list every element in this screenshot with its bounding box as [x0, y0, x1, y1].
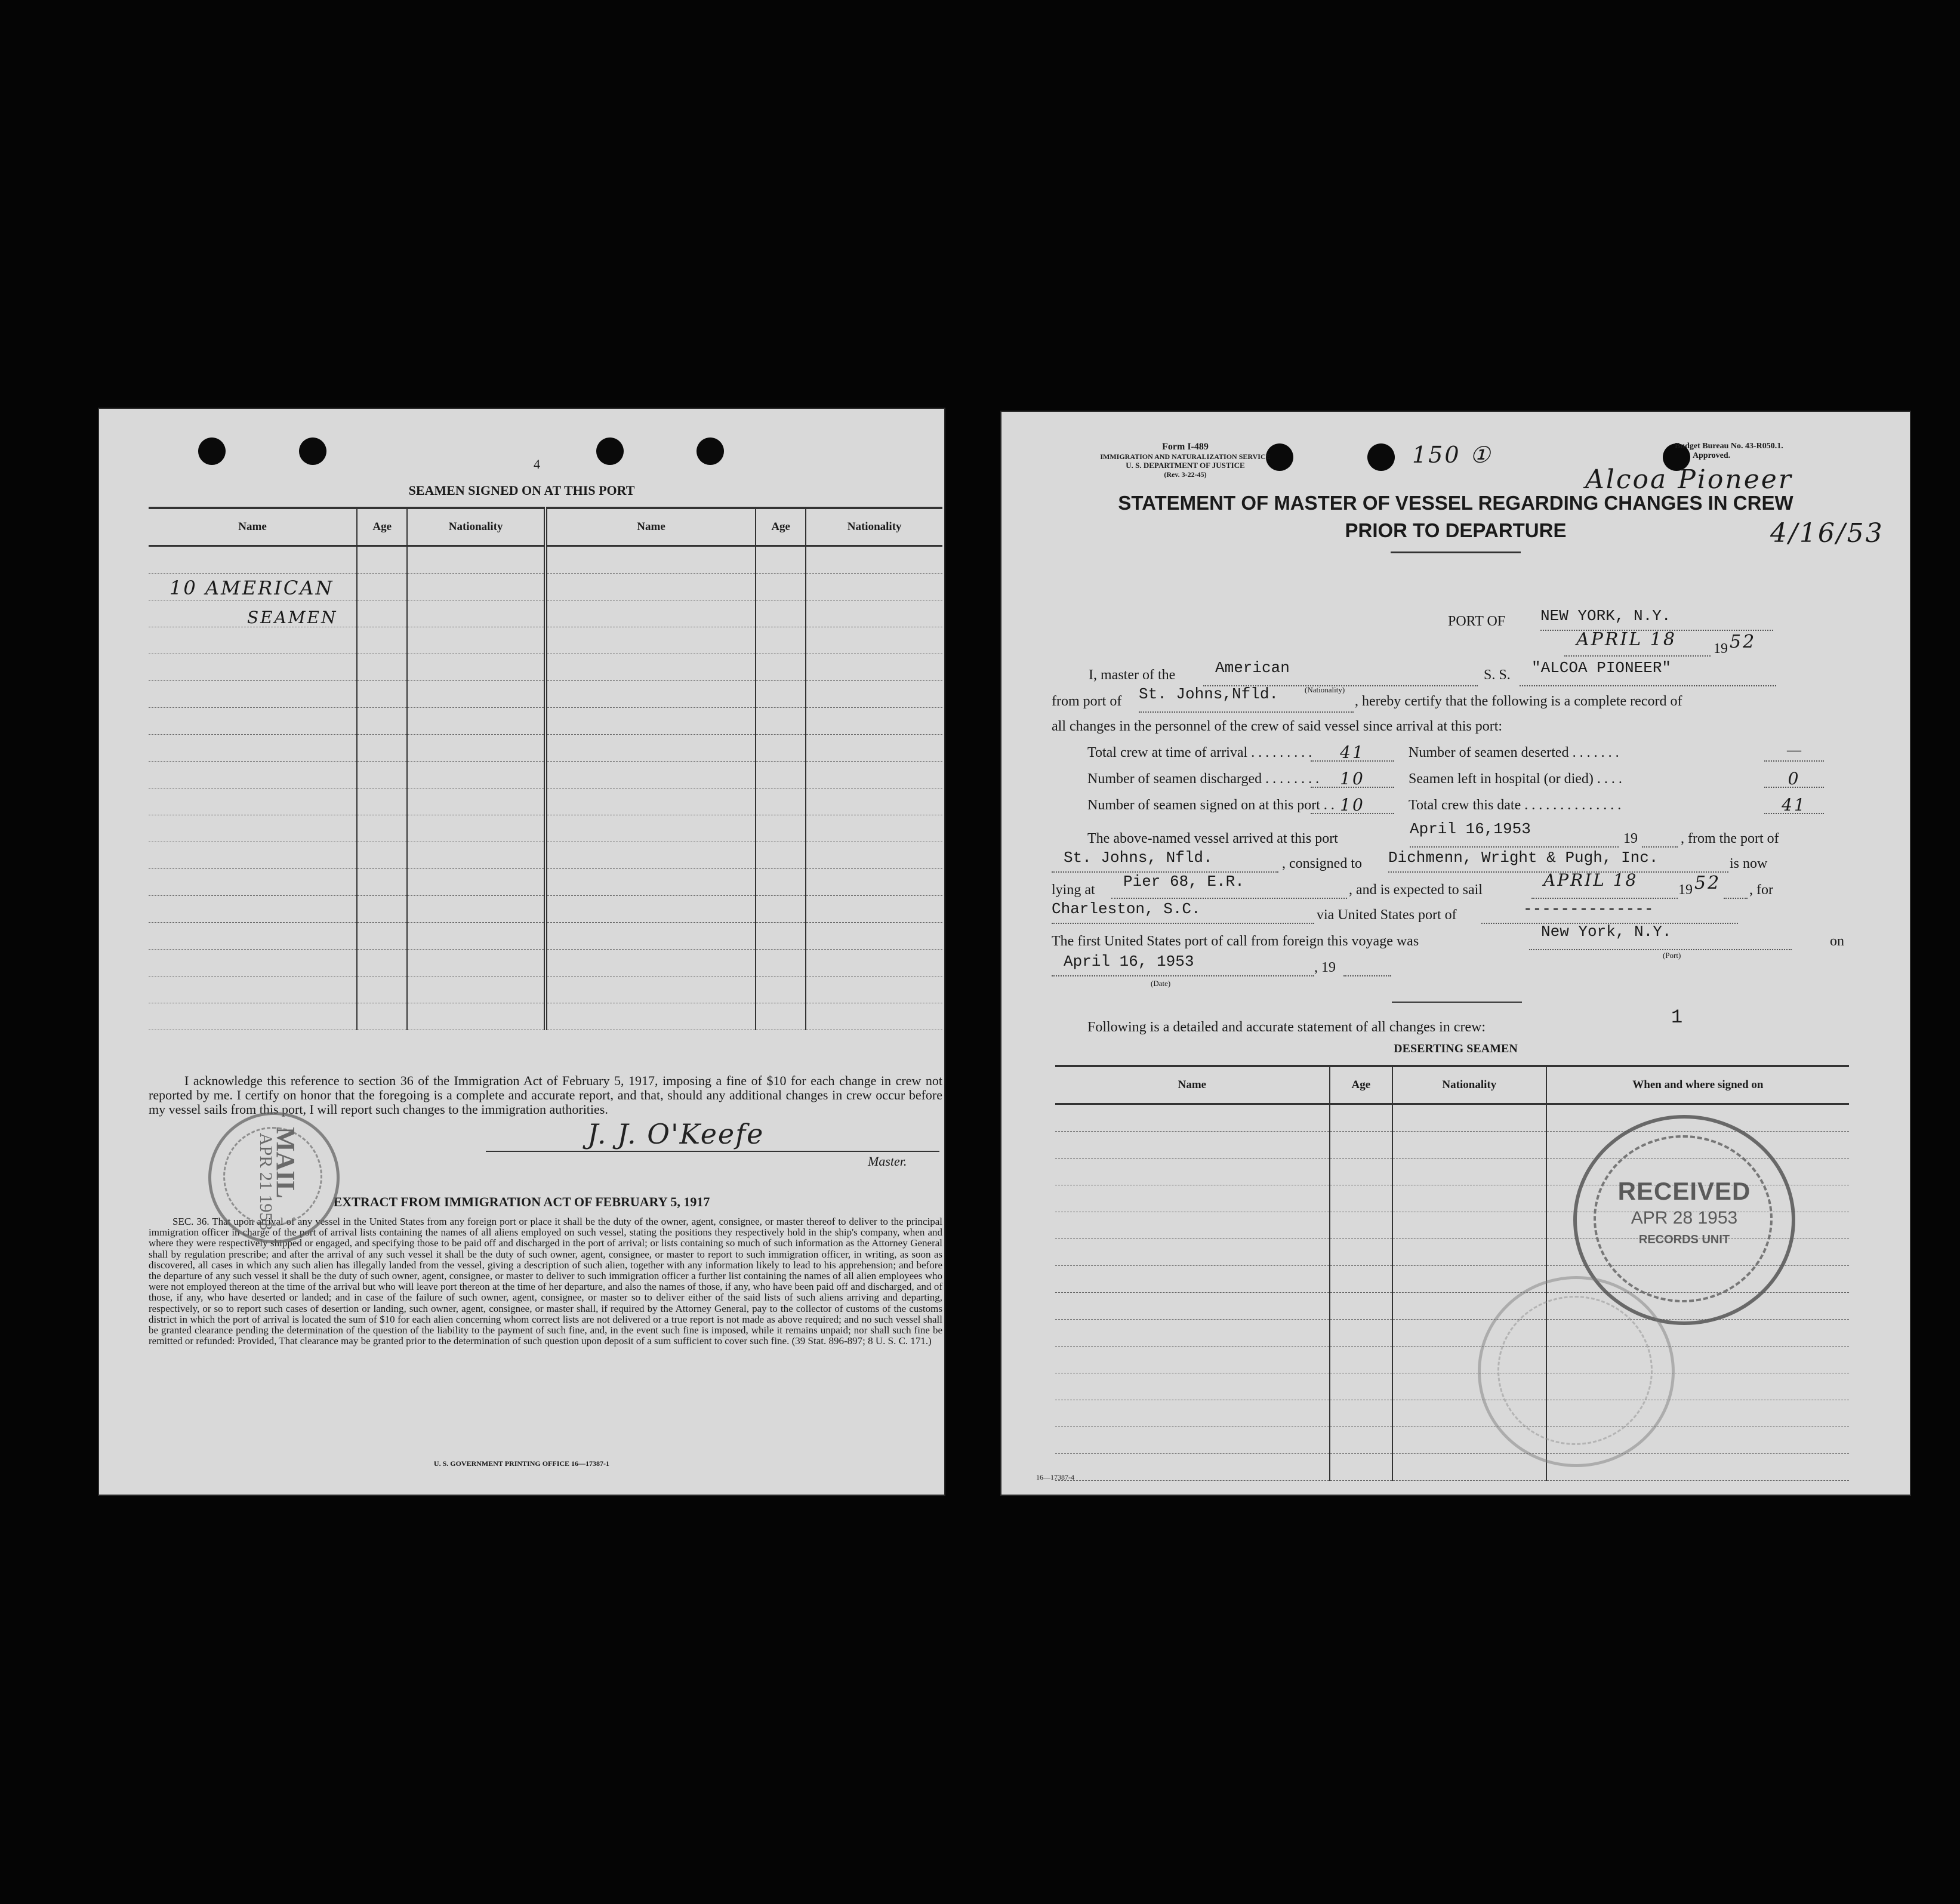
table-cell: [149, 815, 357, 842]
table-cell: [1330, 1212, 1392, 1239]
table-cell: [149, 842, 357, 869]
table-cell: [546, 600, 756, 627]
handwritten-entry: 10 AMERICAN: [170, 577, 334, 599]
for-label: , for: [1749, 882, 1773, 898]
table-cell: [149, 735, 357, 762]
table-cell: [407, 842, 546, 869]
table-row: [1055, 1320, 1849, 1347]
table-row: [149, 681, 942, 708]
column-header-age: Age: [357, 508, 407, 546]
column-header-nationality: Nationality: [407, 508, 546, 546]
table-cell: [806, 574, 942, 600]
table-cell: [357, 654, 407, 681]
signed-on-label: Number of seamen signed on at this port . .: [1087, 797, 1335, 813]
table-row: [1055, 1373, 1849, 1400]
table-cell: [756, 600, 806, 627]
lying-label: lying at: [1052, 882, 1095, 898]
table-cell: [149, 681, 357, 708]
table-cell: [149, 788, 357, 815]
table-cell: [756, 627, 806, 654]
certify-text: , hereby certify that the following is a complete record of: [1355, 694, 1682, 709]
table-cell: [407, 1003, 546, 1030]
file-number: 150 ①: [1412, 442, 1492, 468]
table-cell: [756, 546, 806, 574]
table-row: [149, 869, 942, 896]
column-header-name: Name: [1055, 1066, 1330, 1104]
table-cell: [546, 762, 756, 788]
ss-label: S. S.: [1484, 667, 1511, 683]
arrived-field: April 16,1953: [1410, 828, 1619, 848]
handwritten-date: 4/16/53: [1770, 518, 1884, 549]
punch-hole: [299, 438, 326, 465]
table-cell: [407, 600, 546, 627]
table-row: [1055, 1427, 1849, 1454]
page-left: [98, 408, 945, 1496]
punch-hole: [1367, 443, 1395, 471]
following-mark: 1: [1671, 1006, 1683, 1028]
table-cell: [546, 950, 756, 976]
table-row: [1055, 1400, 1849, 1427]
sail-year-suffix: 52: [1694, 873, 1721, 894]
table-cell: [756, 896, 806, 923]
table-cell: [756, 735, 806, 762]
table-cell: [1330, 1320, 1392, 1347]
extract-title: EXTRACT FROM IMMIGRATION ACT OF FEBRUARY 5, 1917: [333, 1194, 710, 1209]
master-signature: J. J. O'Keefe: [587, 1118, 765, 1150]
year-blank: [1642, 828, 1678, 848]
expected-label: , and is expected to sail: [1349, 882, 1483, 898]
budget-bureau: Budget Bureau No. 43-R050.1.: [1675, 442, 1783, 451]
table-cell: [407, 788, 546, 815]
table-cell: [1392, 1212, 1546, 1239]
table-cell: [149, 950, 357, 976]
consignee-field: Dichmenn, Wright & Pugh, Inc.: [1388, 854, 1728, 873]
table-cell: [1330, 1427, 1392, 1454]
total-arrival-field: 41: [1311, 743, 1394, 762]
table-cell: [806, 1003, 942, 1030]
is-now-label: is now: [1730, 856, 1768, 871]
date-field: [1564, 629, 1711, 657]
punch-hole: [198, 438, 226, 465]
punch-hole: [596, 438, 624, 465]
table-cell: [357, 762, 407, 788]
table-cell: [806, 950, 942, 976]
table-cell: [1055, 1347, 1330, 1373]
table-cell: [407, 708, 546, 735]
table-row: [149, 627, 942, 654]
table-cell: [357, 788, 407, 815]
hospital-field: 0: [1764, 769, 1824, 788]
faded-stamp: [1478, 1276, 1675, 1467]
year-blank: [1724, 880, 1748, 899]
table-cell: [1330, 1104, 1392, 1132]
column-header-name: Name: [546, 508, 756, 546]
table-cell: [1392, 1132, 1546, 1159]
table-cell: [546, 708, 756, 735]
table-cell: [407, 627, 546, 654]
section-36-text: SEC. 36. That upon arrival of any vessel in the United States from any foreign port or place it shall be the duty of the owner, agent, consignee, or master thereof to deliver to the principal immigration officer in charge of the port of arrival lists containing the names of all aliens employed on such vessel, stating the positions they respectively hold in the ship's company, when and where they were respectively shipped or engaged, and specifying those to be paid off and discharged in the port of arrival; or lists containing so much of such information as the Attorney General shall by regulation prescribe; and after the arrival of any such vessel it shall be the duty of such owner, agent, consignee, or master to report to such immigration officer, in writing, as soon as discovered, all cases in which any such alien has illegally landed from the vessel, giving a description of such alien, together with any information likely to lead to his apprehension; and before the departure of any such vessel it shall be the duty of such owner, agent, consignee, or master to deliver to such immigration officer a further list containing the names of all alien employees who were not employed thereon at the time of the arrival but who will leave port thereon at the time of her departure, and also the names of those, if any, who have been paid off and discharged, and of those, if any, who have deserted or landed; and in case of the failure of such owner, agent, consignee, or master so to deliver either of the said lists of such aliens arriving and departing, respectively, or so to report such cases of desertion or landing, such owner, agent, consignee, or master shall, if required by the Attorney General, pay to the collector of customs of the customs district in which the port of arrival is located the sum of $10 for each alien concerning whom correct lists are not delivered or a true report is not made as above required; and no such vessel shall be granted clearance pending the determination of the question of the liability to the payment of such fine, and, in the event such fine is imposed, while it remains unpaid; nor shall such fine be remitted or refunded: Provided, That clearance may be granted prior to the determination of such question upon deposit of a sum sufficient to cover such fine. (39 Stat. 896-897; 8 U. S. C. 171.): [149, 1216, 942, 1347]
table-cell: [546, 735, 756, 762]
table-cell: [1330, 1373, 1392, 1400]
stamp-date: APR 21 1953: [256, 1133, 276, 1231]
nationality-caption: (Nationality): [1305, 685, 1345, 694]
table-cell: [546, 815, 756, 842]
stamp-text: MAIL: [271, 1127, 300, 1199]
table-cell: [1055, 1400, 1330, 1427]
table-cell: [806, 654, 942, 681]
master-of-label: I, master of the: [1089, 667, 1176, 683]
table-cell: [149, 896, 357, 923]
table-cell: [756, 976, 806, 1003]
port-value: NEW YORK, N.Y.: [1540, 607, 1671, 625]
table-row: [149, 654, 942, 681]
year-suffix: 52: [1730, 631, 1756, 652]
table-cell: [357, 1003, 407, 1030]
table-cell: [149, 869, 357, 896]
table-cell: [1055, 1159, 1330, 1185]
table-cell: [1392, 1239, 1546, 1266]
table-cell: [756, 869, 806, 896]
arrived-label: The above-named vessel arrived at this port: [1087, 831, 1338, 846]
table-cell: [357, 976, 407, 1003]
via-label: via United States port of: [1317, 907, 1457, 923]
port-caption: (Port): [1663, 951, 1681, 960]
via-field: --------------: [1481, 905, 1738, 924]
table-cell: [806, 762, 942, 788]
table-cell: [407, 896, 546, 923]
ship-field: [1520, 659, 1776, 686]
table-cell: [1055, 1320, 1330, 1347]
column-header-age: Age: [1330, 1066, 1392, 1104]
lying-field: Pier 68, E.R.: [1111, 880, 1347, 899]
table-cell: [546, 1003, 756, 1030]
stamp-records-unit: RECORDS UNIT: [1638, 1233, 1730, 1246]
following-text: Following is a detailed and accurate statement of all changes in crew:: [1087, 1019, 1486, 1035]
table-row: [149, 1003, 942, 1030]
table-cell: [357, 735, 407, 762]
table-cell: [756, 923, 806, 950]
form-number: Form I-489: [1162, 442, 1209, 452]
form-title: STATEMENT OF MASTER OF VESSEL REGARDING CHANGES IN CREW: [1118, 492, 1793, 514]
table-cell: [546, 681, 756, 708]
first-port-field: New York, N.Y.: [1529, 931, 1792, 950]
punch-hole: [697, 438, 724, 465]
table-cell: [1330, 1132, 1392, 1159]
table-cell: [756, 574, 806, 600]
table-cell: [1055, 1293, 1330, 1320]
table-cell: [546, 976, 756, 1003]
ship-value: "ALCOA PIONEER": [1531, 659, 1672, 677]
form-revision: (Rev. 3-22-45): [1164, 470, 1207, 479]
origin-field: St. Johns, Nfld.: [1052, 854, 1278, 873]
nationality-value: American: [1215, 659, 1290, 677]
table-row: [149, 976, 942, 1003]
table-cell: [756, 708, 806, 735]
table-cell: [756, 654, 806, 681]
table-cell: [756, 950, 806, 976]
table-cell: [806, 600, 942, 627]
table-cell: [149, 762, 357, 788]
table-cell: [149, 654, 357, 681]
title-rule: [1391, 552, 1521, 553]
page-title: SEAMEN SIGNED ON AT THIS PORT: [408, 483, 635, 498]
table-cell: [149, 627, 357, 654]
table-cell: [1055, 1212, 1330, 1239]
discharged-field: 10: [1311, 769, 1394, 788]
table-row: [149, 735, 942, 762]
agency-line-1: IMMIGRATION AND NATURALIZATION SERVICE: [1100, 452, 1271, 461]
table-cell: [1055, 1266, 1330, 1293]
table-cell: [357, 574, 407, 600]
discharged-label: Number of seamen discharged . . . . . . . .: [1087, 771, 1320, 787]
table-cell: [806, 923, 942, 950]
port-field: [1540, 607, 1773, 631]
stamp-received-label: RECEIVED: [1617, 1177, 1751, 1205]
table-cell: [407, 654, 546, 681]
table-cell: [1055, 1132, 1330, 1159]
table-cell: [546, 627, 756, 654]
table-cell: [1330, 1347, 1392, 1373]
acknowledgement-text: I acknowledge this reference to section 36 of the Immigration Act of February 5, 1917, imposing a fine of $10 for each change in crew not reported by me. I certify on honor that the foregoing is a complete and accurate report, and that, should any additional changes in crew occur before my vessel sails from this port, I will report such changes to the immigration authorities.: [149, 1073, 942, 1117]
table-cell: [357, 923, 407, 950]
table-cell: [806, 627, 942, 654]
table-cell: [357, 708, 407, 735]
deserted-label: Number of seamen deserted . . . . . . .: [1409, 745, 1619, 760]
deserting-title: DESERTING SEAMEN: [1394, 1042, 1518, 1055]
master-label: Master.: [868, 1154, 907, 1169]
year-prefix: 19: [1714, 641, 1728, 657]
year-blank: [1343, 957, 1391, 976]
table-cell: [1055, 1427, 1330, 1454]
table-cell: [149, 546, 357, 574]
table-cell: [806, 869, 942, 896]
table-cell: [407, 574, 546, 600]
table-cell: [806, 708, 942, 735]
table-cell: [756, 788, 806, 815]
table-row: [1055, 1347, 1849, 1373]
table-cell: [1392, 1159, 1546, 1185]
table-cell: [1055, 1239, 1330, 1266]
table-cell: [1330, 1159, 1392, 1185]
table-cell: [756, 842, 806, 869]
table-cell: [1392, 1185, 1546, 1212]
table-cell: [806, 788, 942, 815]
table-cell: [806, 842, 942, 869]
table-cell: [149, 976, 357, 1003]
table-row: [149, 923, 942, 950]
table-cell: [1392, 1454, 1546, 1481]
changes-text: all changes in the personnel of the crew of said vessel since arrival at this port:: [1052, 719, 1503, 734]
table-cell: [546, 654, 756, 681]
table-cell: [1330, 1400, 1392, 1427]
table-cell: [806, 896, 942, 923]
printer-line: U. S. GOVERNMENT PRINTING OFFICE 16—17387-1: [433, 1459, 610, 1468]
table-cell: [1330, 1454, 1392, 1481]
table-cell: [1330, 1185, 1392, 1212]
sail-date-field: APRIL 18: [1531, 880, 1678, 899]
table-cell: [407, 735, 546, 762]
table-cell: [756, 815, 806, 842]
table-cell: [149, 923, 357, 950]
table-cell: [1055, 1185, 1330, 1212]
column-header-name: Name: [149, 508, 357, 546]
total-date-label: Total crew this date . . . . . . . . . . . . . .: [1409, 797, 1622, 813]
form-subtitle: PRIOR TO DEPARTURE: [1345, 519, 1567, 541]
table-cell: [357, 842, 407, 869]
table-cell: [756, 681, 806, 708]
table-cell: [1392, 1104, 1546, 1132]
table-row: [149, 762, 942, 788]
signed-on-field: 10: [1311, 795, 1394, 814]
table-cell: [546, 842, 756, 869]
table-cell: [407, 976, 546, 1003]
table-row: [1055, 1454, 1849, 1481]
table-cell: [1392, 1266, 1546, 1293]
table-cell: [149, 708, 357, 735]
table-cell: [357, 950, 407, 976]
column-header-nationality: Nationality: [1392, 1066, 1546, 1104]
agency-line-2: U. S. DEPARTMENT OF JUSTICE: [1126, 461, 1245, 470]
column-header-when-where: When and where signed on: [1546, 1066, 1849, 1104]
page-right: Form I-489 IMMIGRATION AND NATURALIZATION SERVICE U. S. DEPARTMENT OF JUSTICE (Rev. 3-22-45) Budget Bureau No. 43-R050.1. Approved. 150 ① Alcoa Pioneer 4/16/53 STATEMENT OF MASTER OF VESSEL REGARDING CHANGES IN CREW PRIOR TO DEPARTURE PORT OF NEW YORK, N.Y. APRIL 18 19 52 I, master of the American (Nationality) S. S. "ALCOA PIONEER" from port of St. Johns,Nfld. , hereby certify that the following is a complete record of all changes in the personnel of the crew of said vessel since arrival at this port: Total crew at time of arrival . . . . . . . . . 41 Number of seamen deserted . . . . . . . — Number of seamen discharged . . . . . . . . 10 Seamen left in hospital (or died) . . . . 0 Number of seamen signed on at this port . . 10 Total crew this date . . . . . . . . . . . . . . 41 The above-named vessel arrived at this port April 16,1953 19 , from the port of St. Johns, Nfld. , consigned to Dichmenn, Wright & Pugh, Inc. is now lying at Pier 68, E.R. , and is expected to sail APRIL 18 19 52 , for Charleston, S.C. via United States port of -------------- The first United States port of call from foreign this voyage was New York, N.Y. (Port) on April 16, 1953 , 19 (Date) Following is a detailed and accurate statement of all changes in crew: 1 DESERTING SEAMEN Name Age Nationality When and where signed on RECEIVED APR 28 1953 RECORDS UNIT 16—17387-4: [1000, 411, 1911, 1496]
stamp-received-date: APR 28 1953: [1631, 1208, 1738, 1228]
table-cell: [357, 896, 407, 923]
table-cell: [1330, 1266, 1392, 1293]
from-port-label: from port of: [1052, 694, 1122, 709]
table-cell: [357, 869, 407, 896]
column-header-nationality: Nationality: [806, 508, 942, 546]
total-arrival-label: Total crew at time of arrival . . . . . . . . .: [1087, 745, 1312, 760]
table-row: [149, 788, 942, 815]
table-cell: [546, 869, 756, 896]
table-cell: [357, 815, 407, 842]
date-value: APRIL 18: [1576, 629, 1677, 650]
first-port-label: The first United States port of call from foreign this voyage was: [1052, 933, 1419, 949]
table-cell: [806, 735, 942, 762]
nationality-field: [1203, 659, 1478, 686]
deserted-field: —: [1764, 743, 1824, 762]
page-number: 4: [534, 457, 540, 472]
table-cell: [756, 762, 806, 788]
table-row: [149, 815, 942, 842]
mail-stamp: [208, 1112, 340, 1243]
table-cell: [149, 1003, 357, 1030]
table-cell: [357, 681, 407, 708]
table-cell: [357, 600, 407, 627]
on-label: on: [1830, 933, 1844, 949]
column-header-age: Age: [756, 508, 806, 546]
table-row: [149, 896, 942, 923]
table-cell: [357, 546, 407, 574]
table-cell: [546, 896, 756, 923]
table-cell: [407, 869, 546, 896]
port-label: PORT OF: [1448, 614, 1506, 629]
table-cell: [1055, 1373, 1330, 1400]
table-row: [149, 546, 942, 574]
table-cell: [407, 950, 546, 976]
destination-field: Charleston, S.C.: [1052, 905, 1314, 924]
signature-line: [486, 1151, 939, 1152]
table-cell: [546, 923, 756, 950]
handwritten-ship-name: Alcoa Pioneer: [1585, 464, 1793, 495]
table-cell: [407, 923, 546, 950]
first-date-field: April 16, 1953: [1052, 957, 1314, 976]
handwritten-entry: SEAMEN: [247, 608, 338, 627]
table-cell: [546, 788, 756, 815]
table-cell: [806, 815, 942, 842]
section-rule: [1392, 1002, 1522, 1003]
table-cell: [407, 815, 546, 842]
footer-code: 16—17387-4: [1036, 1473, 1074, 1481]
table-cell: [1055, 1104, 1330, 1132]
table-cell: [806, 546, 942, 574]
table-cell: [546, 546, 756, 574]
table-cell: [1055, 1454, 1330, 1481]
total-date-field: 41: [1764, 795, 1824, 814]
table-cell: [407, 681, 546, 708]
hospital-label: Seamen left in hospital (or died) . . . .: [1409, 771, 1622, 787]
date-caption: (Date): [1151, 979, 1171, 988]
from-port-value: St. Johns,Nfld.: [1139, 685, 1279, 703]
table-row: [149, 950, 942, 976]
table-cell: [1330, 1239, 1392, 1266]
table-cell: [1330, 1293, 1392, 1320]
table-cell: [756, 1003, 806, 1030]
table-row: [149, 708, 942, 735]
table-row: [149, 842, 942, 869]
from-the-port-label: , from the port of: [1681, 831, 1779, 846]
table-cell: [546, 574, 756, 600]
table-cell: [407, 762, 546, 788]
approved-label: Approved.: [1693, 451, 1731, 460]
consigned-label: , consigned to: [1282, 856, 1362, 871]
table-cell: [407, 546, 546, 574]
table-cell: [806, 976, 942, 1003]
table-cell: [806, 681, 942, 708]
table-cell: [357, 627, 407, 654]
